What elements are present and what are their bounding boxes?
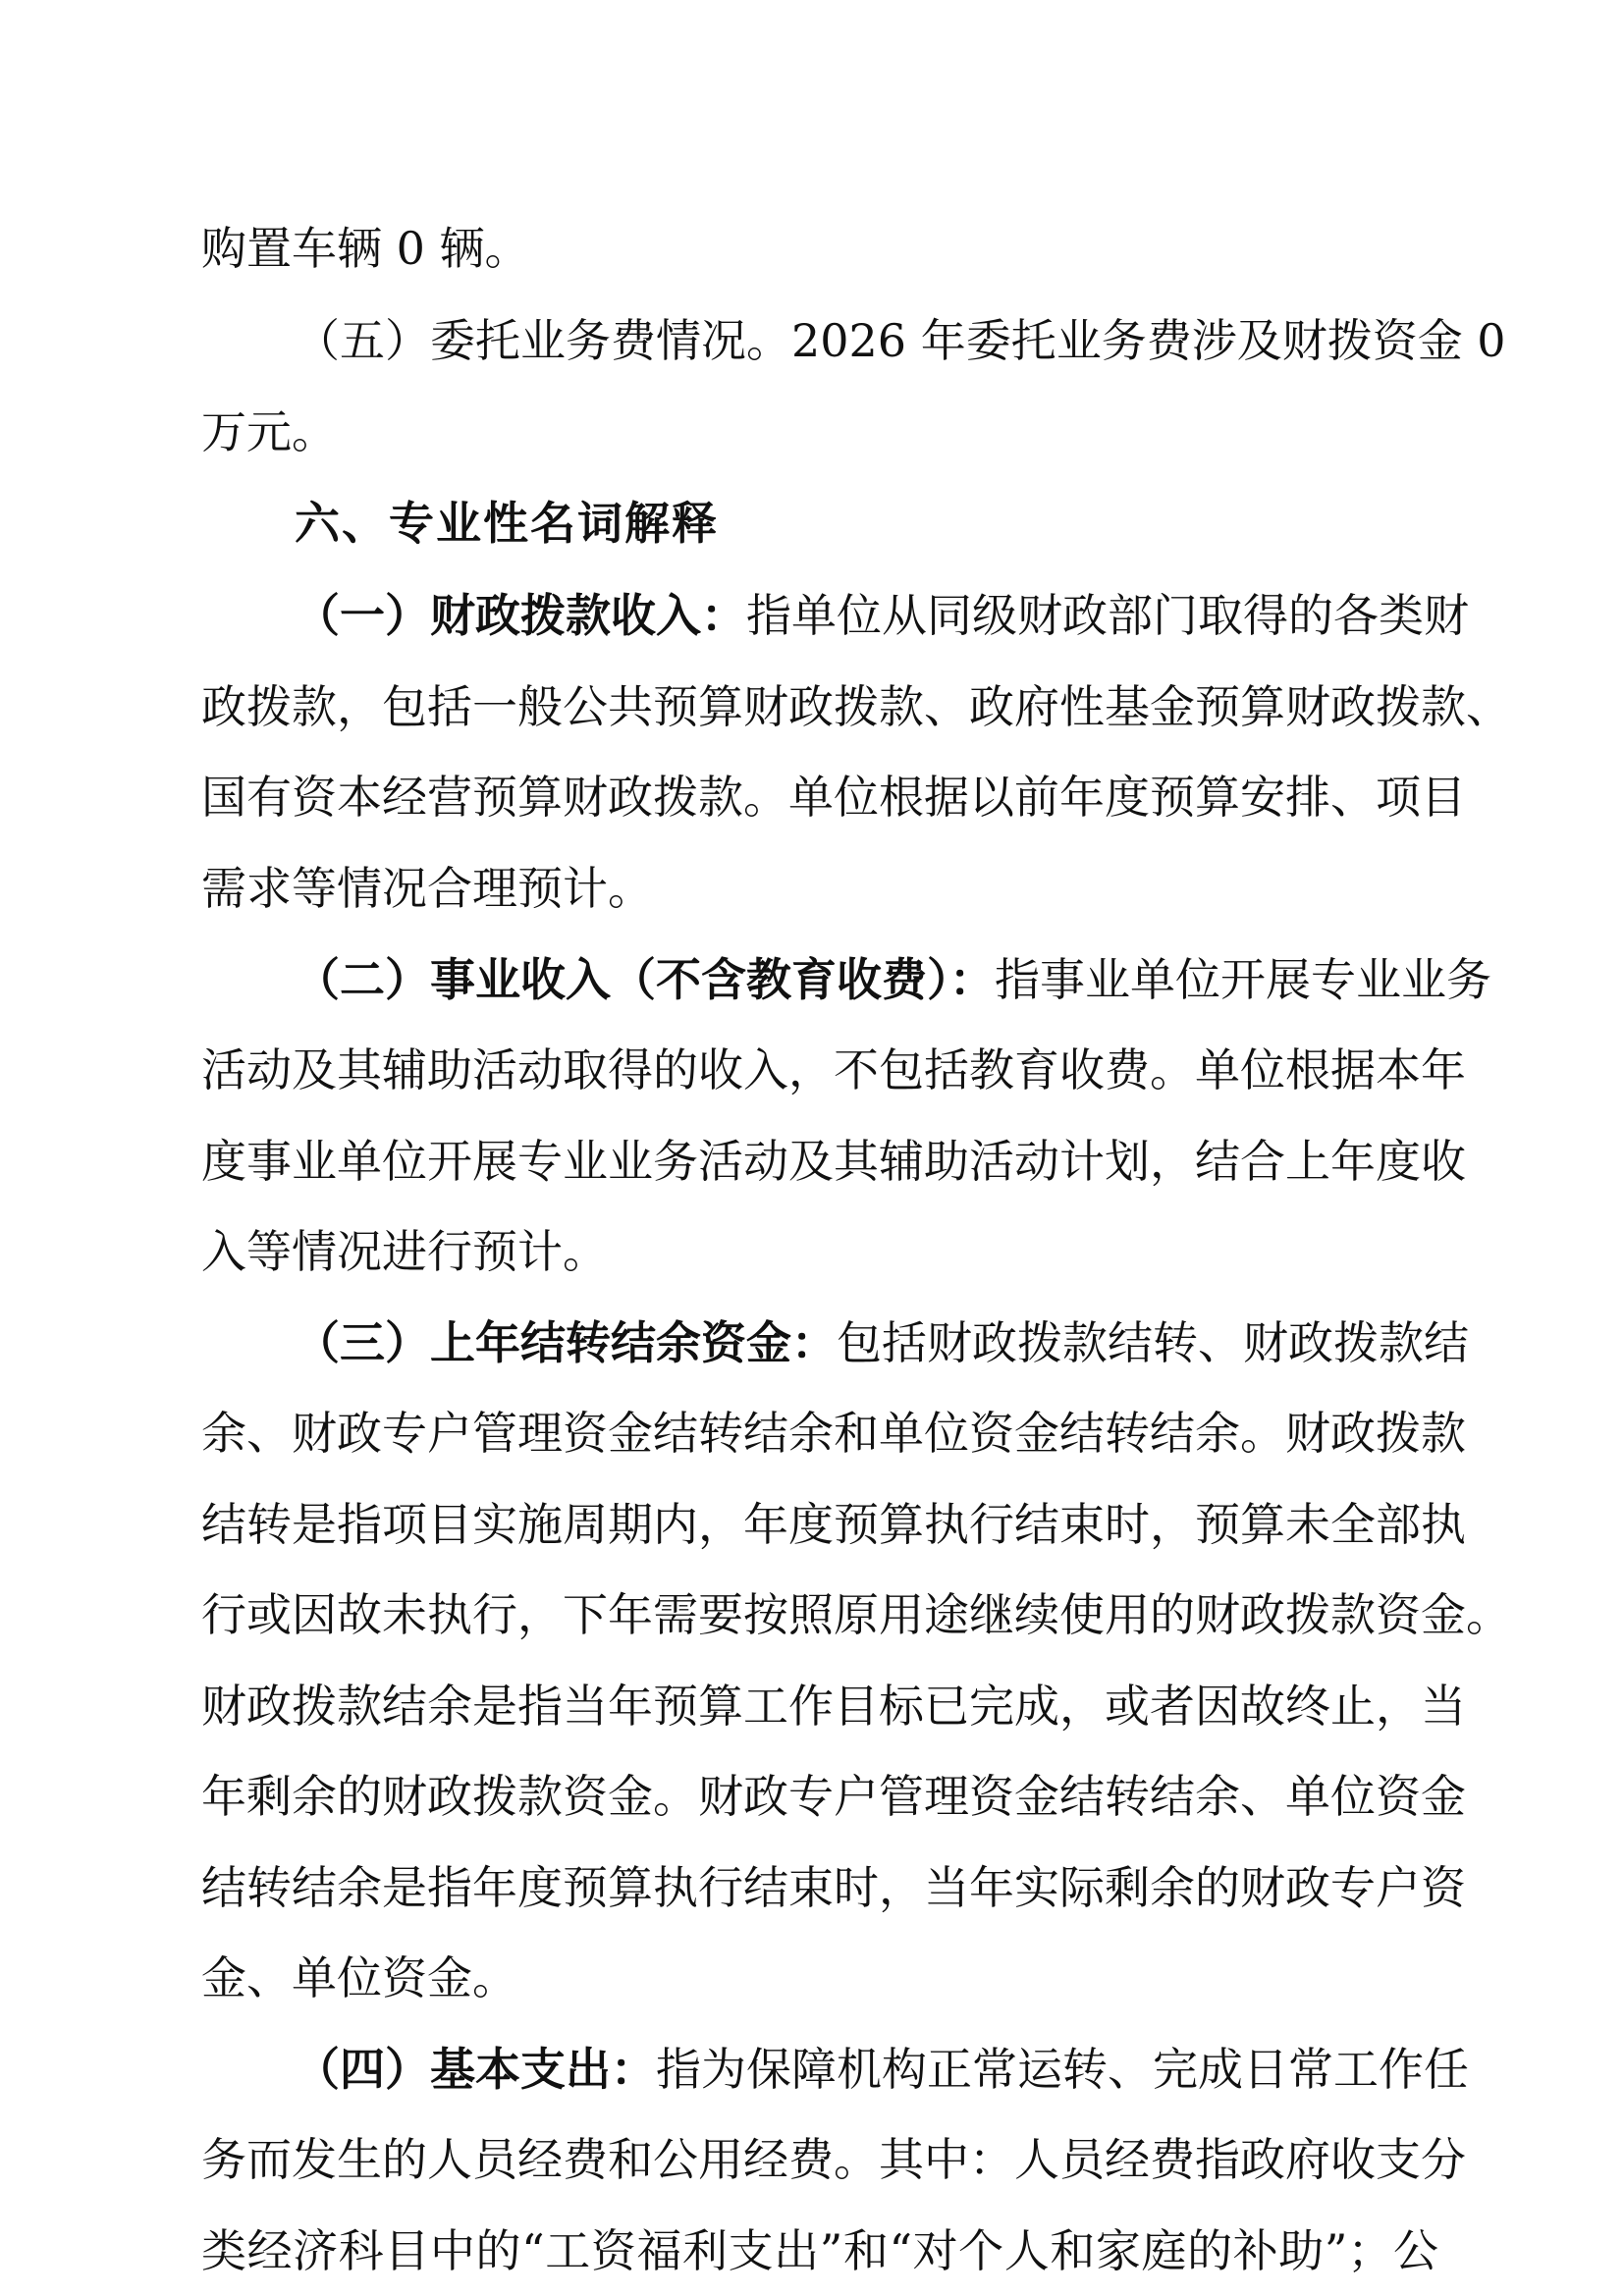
text-line: 入等情况进行预计。 bbox=[201, 1225, 608, 1278]
text-line: 万元。 bbox=[201, 405, 337, 458]
text-line: 结转结余是指年度预算执行结束时，当年实际剩余的财政专户资 bbox=[201, 1861, 1466, 1914]
text-line: 金、单位资金。 bbox=[201, 1951, 517, 2004]
text-line: 余、财政专户管理资金结转结余和单位资金结转结余。财政拨款 bbox=[201, 1407, 1466, 1460]
section-heading: 六、专业性名词解释 bbox=[295, 497, 719, 550]
text-line: 活动及其辅助活动取得的收入，不包括教育收费。单位根据本年 bbox=[201, 1043, 1466, 1096]
term-definition: 指单位从同级财政部门取得的各类财 bbox=[746, 589, 1469, 642]
text-line: 政拨款，包括一般公共预算财政拨款、政府性基金预算财政拨款、 bbox=[201, 680, 1511, 733]
text-line: 年剩余的财政拨款资金。财政专户管理资金结转结余、单位资金 bbox=[201, 1770, 1466, 1823]
paragraph-line bbox=[295, 2040, 1469, 2099]
term-definition: 包括财政拨款结转、财政拨款结 bbox=[837, 1316, 1469, 1369]
term-label: （三）上年结转结余资金： bbox=[295, 1316, 837, 1369]
text-line: 需求等情况合理预计。 bbox=[201, 862, 653, 915]
text-line: 结转是指项目实施周期内，年度预算执行结束时，预算未全部执 bbox=[201, 1498, 1466, 1551]
term-label: （二）事业收入（不含教育收费）： bbox=[295, 953, 995, 1006]
term-label: （四）基本支出： bbox=[295, 2043, 656, 2096]
text-line: 度事业单位开展专业业务活动及其辅助活动计划，结合上年度收 bbox=[201, 1135, 1466, 1188]
text-line: 务而发生的人员经费和公用经费。其中：人员经费指政府收支分 bbox=[201, 2133, 1466, 2186]
paragraph-line bbox=[295, 950, 1491, 1009]
paragraph-line bbox=[295, 1313, 1469, 1372]
text-line: 类经济科目中的“工资福利支出”和“对个人和家庭的补助”；公 bbox=[201, 2224, 1438, 2277]
term-definition: 指事业单位开展专业业务 bbox=[995, 953, 1491, 1006]
text-line: 行或因故未执行，下年需要按照原用途继续使用的财政拨款资金。 bbox=[201, 1588, 1511, 1641]
text-line: （五）委托业务费情况。2026 年委托业务费涉及财拨资金 0 bbox=[295, 314, 1506, 367]
term-label: （一）财政拨款收入： bbox=[295, 589, 746, 642]
text-line: 国有资本经营预算财政拨款。单位根据以前年度预算安排、项目 bbox=[201, 771, 1466, 824]
text-line: 财政拨款结余是指当年预算工作目标已完成，或者因故终止，当 bbox=[201, 1680, 1466, 1733]
paragraph-line bbox=[295, 586, 1469, 645]
term-definition: 指为保障机构正常运转、完成日常工作任 bbox=[656, 2043, 1469, 2096]
text-line: 购置车辆 0 辆。 bbox=[201, 222, 530, 275]
